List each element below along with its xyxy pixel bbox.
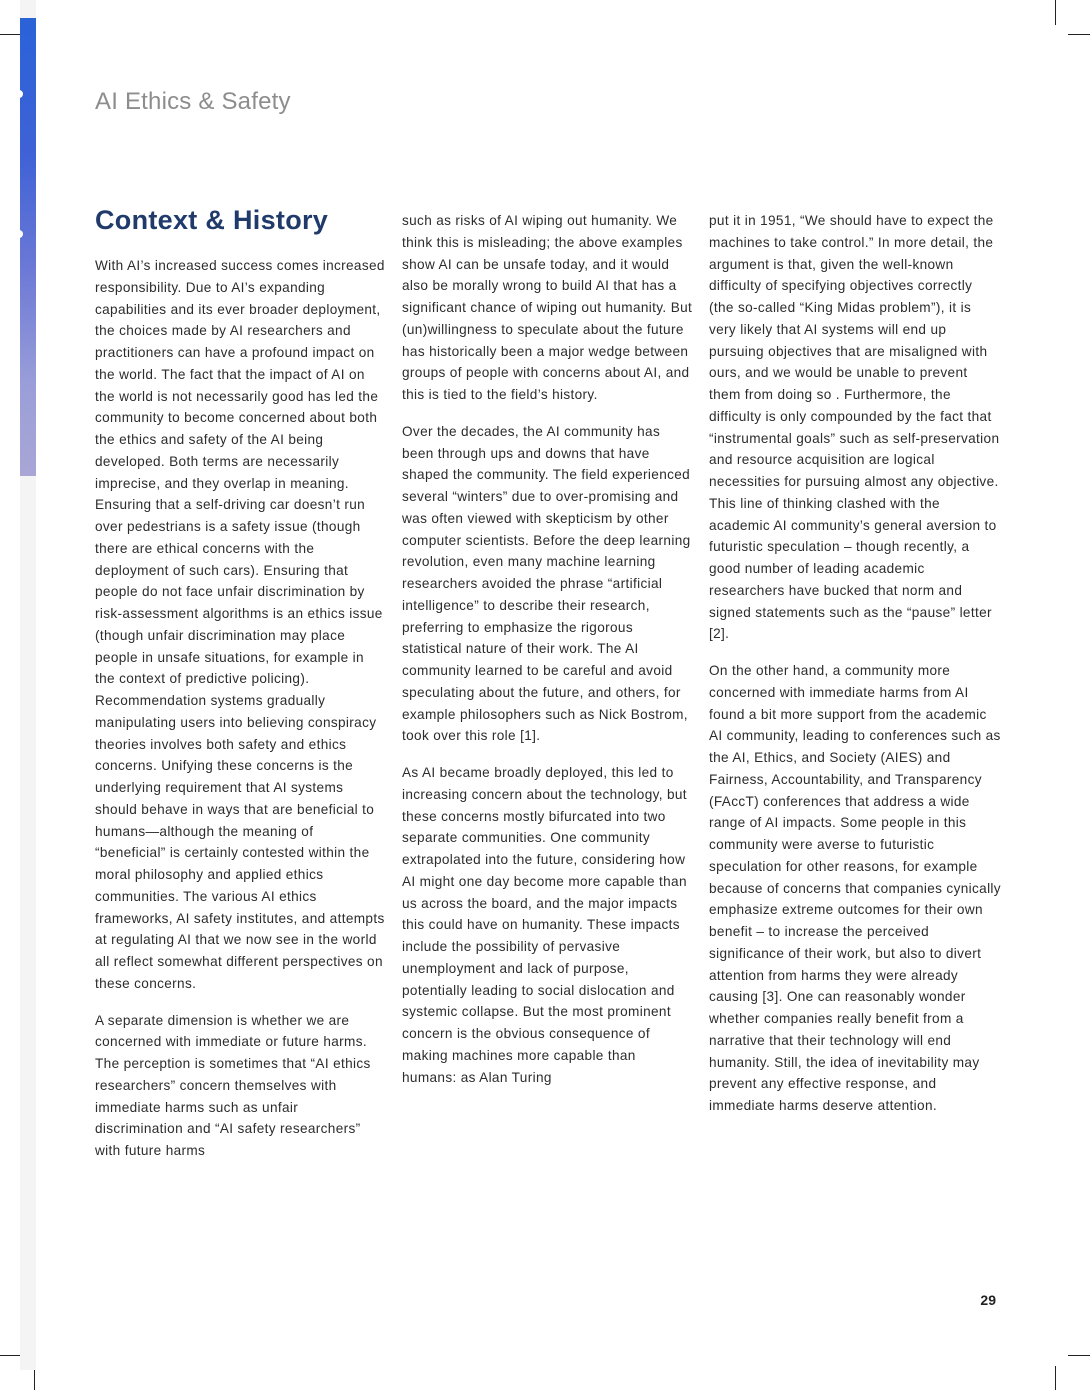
crop-mark xyxy=(1068,34,1090,35)
decorative-dot xyxy=(15,90,23,98)
section-heading: Context & History xyxy=(95,205,329,235)
crop-mark xyxy=(0,1355,22,1356)
paragraph: A separate dimension is whether we are concerned with immediate or future harms. The perception is sometimes that “AI ethics researchers” concern themselves with immediate harms such as unfair discrimination and “AI safety researchers” with future harms xyxy=(95,1012,371,1158)
paragraph: As AI became broadly deployed, this led to increasing concern about the technology, but these concerns mostly bifurcated into two separate communities. One community extrapolated into the future, considering how AI might one day become more capable than us across the board, and the major impacts this could have on humanity. These impacts include the possibility of pervasive unemployment and lack of purpose, potentially leading to social dislocation and systemic collapse. But the most prominent concern is the obvious consequence of making machines more capable than humans: as Alan Turing xyxy=(402,765,687,1085)
paragraph: With AI’s increased success comes increased responsibility. Due to AI’s expanding capabilities and its ever broader deployment, the choices made by AI researchers and practitioners can have a profound impact on the world. The fact that the impact of AI on the world is not necessarily good has led the community to become concerned about both the ethics and safety of the AI being developed. Both terms are necessarily imprecise, and they overlap in meaning. Ensuring that a self-driving car doesn’t run over pedestrians is a safety issue (though there are ethical concerns with the deployment of such cars). Ensuring that people do not face unfair discrimination by risk-assessment algorithms is an ethics issue (though unfair discrimination may place people in unsafe situations, for example in the context of predictive policing). Recommendation systems gradually manipulating users into believing conspiracy theories involves both safety and ethics concerns. Unifying these concerns is the underlying requirement that AI systems should behave in ways that are beneficial to humans—although the meaning of “beneficial” is certainly contested within the moral philosophy and applied ethics communities. The various AI ethics frameworks, AI safety institutes, and attempts at regulating AI that we now see in the world all reflect somewhat different perspectives on these concerns. xyxy=(95,258,385,991)
crop-mark xyxy=(0,34,22,35)
page-number: 29 xyxy=(980,1292,996,1308)
text-column-1 xyxy=(95,255,387,1177)
crop-mark xyxy=(1068,1355,1090,1356)
section-label: AI Ethics & Safety xyxy=(95,88,291,115)
accent-gradient-strip xyxy=(20,18,36,476)
text-column-3 xyxy=(709,210,1001,1132)
crop-mark xyxy=(1055,0,1056,25)
paragraph: such as risks of AI wiping out humanity. We think this is misleading; the above examples show AI can be unsafe today, and it would also be morally wrong to build AI that has a significant chance of wiping out humanity. But (un)willingness to speculate about the future has historically been a major wedge between groups of people with concerns about AI, and this is tied to the field’s history. xyxy=(402,213,693,402)
paragraph: Over the decades, the AI community has been through ups and downs that have shaped the community. The field experienced several “winters” due to over-promising and was often viewed with skepticism by other computer scientists. Before the deep learning revolution, even many machine learning researchers avoided the phrase “artificial intelligence” to describe their research, preferring to emphasize the rigorous statistical nature of their work. The AI community learned to be careful and avoid speculating about the future, and others, for example philosophers such as Nick Bostrom, took over this role [1]. xyxy=(402,423,691,744)
paragraph: On the other hand, a community more concerned with immediate harms from AI found a bit more support from the academic AI community, leading to conferences such as the AI, Ethics, and Society (AIES) and Fairness, Accountability, and Transparency (FAccT) conferences that address a wide range of AI impacts. Some people in this community were averse to futuristic speculation for other reasons, for example because of concerns that companies cynically emphasize extreme outcomes for their own benefit – to increase the perceived significance of their work, but also to divert attention from harms they were already causing [3]. One can reasonably wonder whether companies really benefit from a narrative that their technology will end humanity. Still, the idea of inevitability may prevent any effective response, and immediate harms deserve attention. xyxy=(709,663,1001,1113)
paragraph: put it in 1951, “We should have to expect the machines to take control.” In more detail, the argument is that, given the well-known difficulty of specifying objectives correctly (the so-called “King Midas problem”), it is very likely that AI systems will end up pursuing objectives that are misaligned with ours, and we would be unable to prevent them from doing so . Furthermore, the difficulty is only compounded by the fact that “instrumental goals” such as self-preservation and resource acquisition are logical necessities for pursuing almost any objective. This line of thinking clashed with the academic AI community’s general aversion to futuristic speculation – though recently, a good number of leading academic researchers have bucked that norm and signed statements such as the “pause” letter [2]. xyxy=(709,213,1000,642)
crop-mark xyxy=(1055,1366,1056,1390)
decorative-dot xyxy=(15,230,23,238)
text-column-2 xyxy=(402,210,694,1103)
